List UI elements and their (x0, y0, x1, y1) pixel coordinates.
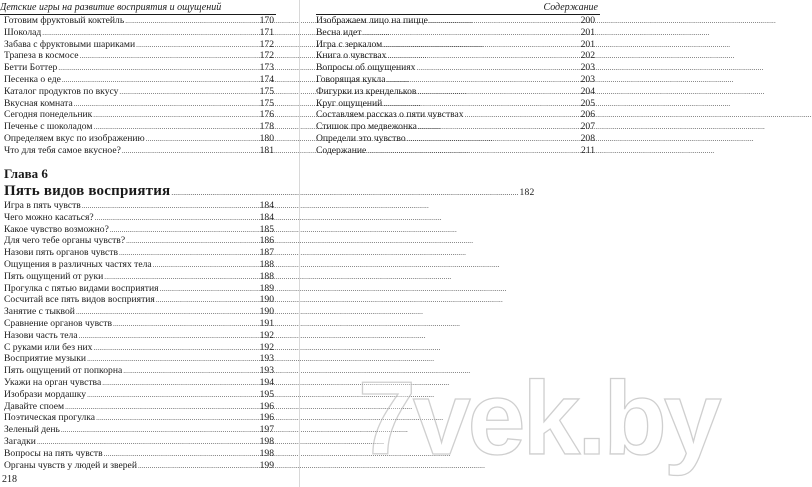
toc-entry[interactable] (316, 121, 595, 133)
toc-entry-page: 174 (259, 73, 274, 85)
dot-leader (102, 378, 258, 390)
running-header-right (316, 1, 600, 15)
toc-entry-title: Содержание (316, 144, 367, 156)
dot-leader (61, 425, 259, 437)
toc-entry[interactable] (4, 271, 274, 283)
toc-entry-page: 195 (259, 388, 274, 400)
dot-leader (153, 260, 259, 272)
toc-entry-title: Изобрази мордашку (4, 388, 87, 400)
running-header-title: Детские игры на развитие восприятия и ощущений (0, 2, 222, 13)
toc-entry-title: Бетти Боттер (4, 62, 58, 74)
dot-leader (362, 28, 579, 40)
toc-entry-page: 184 (259, 200, 274, 211)
toc-entry-page: 208 (580, 132, 595, 144)
toc-entry-title: Укажи на орган чувства (4, 376, 102, 388)
toc-entry-title: Назови пять органов чувств (4, 247, 119, 259)
toc-entry-page: 191 (259, 317, 274, 329)
dot-leader (138, 461, 259, 473)
toc-entry-title: Что для тебя самое вкусное? (4, 144, 121, 156)
toc-entry-title: Забава с фруктовыми шариками (4, 38, 136, 50)
toc-entry-title: Весна идет (316, 26, 362, 38)
dot-leader (367, 146, 580, 158)
dot-leader (93, 343, 258, 355)
toc-entry[interactable] (4, 460, 274, 472)
toc-entry[interactable] (4, 283, 274, 295)
toc-entry[interactable] (4, 424, 274, 436)
dot-leader (74, 99, 259, 111)
toc-entry[interactable] (4, 377, 274, 389)
dot-leader (113, 319, 259, 331)
toc-list-bottom (4, 200, 274, 471)
toc-entry[interactable] (316, 15, 595, 27)
toc-entry[interactable] (4, 98, 274, 110)
toc-entry[interactable] (4, 342, 274, 354)
toc-entry-page: 173 (259, 62, 274, 74)
toc-entry-page: 171 (259, 26, 274, 38)
toc-entry[interactable] (4, 74, 274, 86)
toc-entry-page: 202 (580, 50, 595, 62)
toc-entry-page: 199 (259, 459, 274, 471)
toc-entry[interactable] (4, 365, 274, 377)
toc-entry-page: 190 (259, 306, 274, 318)
toc-entry-title: Для чего тебе органы чувств? (4, 235, 126, 247)
toc-entry-page: 198 (259, 435, 274, 447)
dot-leader (93, 110, 258, 122)
toc-entry[interactable] (4, 389, 274, 401)
dot-leader (429, 16, 580, 28)
dot-leader (122, 146, 259, 158)
toc-entry-title: Прогулка с пятью видами восприятия (4, 282, 159, 294)
dot-leader (80, 51, 259, 63)
toc-entry[interactable] (4, 247, 274, 259)
toc-entry[interactable] (4, 259, 274, 271)
toc-entry-page: 203 (580, 62, 595, 74)
toc-entry-title: Вкусная комната (4, 97, 73, 109)
toc-entry-page: 194 (259, 376, 274, 388)
toc-entry[interactable] (4, 27, 274, 39)
toc-entry-title: Круг ощущений (316, 97, 383, 109)
toc-entry-title: Определяем вкус по изображению (4, 132, 145, 144)
toc-entry[interactable] (316, 74, 595, 86)
dot-leader (123, 366, 258, 378)
toc-entry-page: 203 (580, 73, 595, 85)
toc-entry-page: 184 (259, 211, 274, 223)
dot-leader (416, 63, 579, 75)
toc-entry[interactable] (4, 50, 274, 62)
toc-entry-title: Каталог продуктов по вкусу (4, 85, 119, 97)
toc-entry-title: С руками или без них (4, 341, 93, 353)
toc-entry-title: Стишок про медвежонка (316, 121, 417, 133)
toc-entry-title: Вопросы на пять чувств (4, 447, 103, 459)
toc-entry[interactable] (316, 62, 595, 74)
section-title: Пять видов восприятия (4, 183, 171, 199)
dot-leader (110, 225, 259, 237)
toc-entry-page: 190 (259, 294, 274, 306)
toc-entry[interactable] (316, 145, 595, 157)
toc-entry-page: 170 (259, 15, 274, 26)
toc-entry-title: Печенье с шоколадом (4, 121, 93, 133)
toc-entry-page: 188 (259, 258, 274, 270)
toc-entry-title: Пять ощущений от руки (4, 270, 104, 282)
toc-entry[interactable] (4, 200, 274, 212)
right-page (300, 0, 600, 487)
toc-entry[interactable] (4, 330, 274, 342)
toc-entry-title: Поэтическая прогулка (4, 412, 96, 424)
toc-entry-page: 176 (259, 109, 274, 121)
toc-entry-title: Игра с зеркалом (316, 38, 383, 50)
toc-entry-page: 175 (259, 97, 274, 109)
toc-entry-title: Готовим фруктовый коктейль (4, 15, 125, 26)
dot-leader (387, 51, 579, 63)
toc-entry-page: 175 (259, 85, 274, 97)
toc-entry-title: Сегодня понедельник (4, 109, 93, 121)
page-number: 218 (2, 474, 17, 485)
toc-entry-title: Говорящая кукла (316, 73, 386, 85)
toc-entry-title: Пять ощущений от попкорна (4, 365, 123, 377)
toc-entry-title: Книга о чувствах (316, 50, 387, 62)
toc-entry-page: 211 (580, 144, 595, 156)
toc-entry-title: Трапеза в космосе (4, 50, 79, 62)
toc-entry[interactable] (4, 145, 274, 157)
toc-entry[interactable] (4, 448, 274, 460)
toc-entry-title: Чего можно касаться? (4, 211, 94, 223)
dot-leader (465, 110, 580, 122)
toc-entry[interactable] (4, 235, 274, 247)
chapter-label: Глава 6 (4, 166, 48, 181)
toc-entry-page: 198 (259, 447, 274, 459)
dot-leader (58, 63, 258, 75)
toc-entry-page: 201 (580, 38, 595, 50)
toc-entry-title: Игра в пять чувств (4, 200, 81, 211)
dot-leader (126, 236, 259, 248)
toc-entry[interactable] (316, 39, 595, 51)
toc-entry-page: 204 (580, 85, 595, 97)
toc-entry-title: Занятие с тыквой (4, 306, 75, 318)
toc-entry[interactable] (316, 86, 595, 98)
toc-entry-page: 187 (259, 247, 274, 259)
toc-entry-title: Органы чувств у людей и зверей (4, 459, 137, 471)
dot-leader (156, 295, 259, 307)
dot-leader (407, 134, 580, 146)
toc-entry-page: 193 (259, 365, 274, 377)
toc-entry-title: Давайте споем (4, 400, 65, 412)
toc-entry-page: 180 (259, 132, 274, 144)
toc-entry[interactable] (316, 50, 595, 62)
toc-entry[interactable] (4, 39, 274, 51)
toc-entry-page: 172 (259, 38, 274, 50)
toc-entry[interactable] (316, 133, 595, 145)
dot-leader (95, 213, 259, 225)
toc-entry-title: Песенка о еде (4, 73, 61, 85)
toc-entry-page: 200 (580, 15, 595, 26)
section-page-number: 182 (519, 187, 535, 198)
toc-entry-page: 192 (259, 329, 274, 341)
toc-entry[interactable] (4, 62, 274, 74)
toc-entry[interactable] (4, 306, 274, 318)
dot-leader (146, 134, 259, 146)
toc-entry-title: Определи это чувство (316, 132, 406, 144)
toc-entry[interactable] (4, 412, 274, 424)
toc-entry[interactable] (4, 86, 274, 98)
toc-entry-page: 206 (580, 109, 595, 121)
toc-entry-title: Вопросы об ощущениях (316, 62, 416, 74)
dot-leader (160, 284, 259, 296)
dot-leader (136, 40, 258, 52)
toc-entry-page: 178 (259, 121, 274, 133)
toc-entry-title: Сосчитай все пять видов восприятия (4, 294, 155, 306)
toc-entry-page: 197 (259, 424, 274, 436)
toc-entry-title: Назови часть тела (4, 329, 78, 341)
toc-entry-title: Фигурки из крендельков (316, 85, 417, 97)
toc-entry[interactable] (316, 98, 595, 110)
toc-entry-title: Восприятие музыки (4, 353, 87, 365)
toc-entry[interactable] (4, 224, 274, 236)
toc-entry-page: 196 (259, 412, 274, 424)
watermark-text: 7vek.by (358, 361, 719, 477)
toc-entry[interactable] (4, 133, 274, 145)
toc-entry[interactable] (4, 353, 274, 365)
dot-leader (96, 413, 259, 425)
running-header-title: Содержание (543, 2, 598, 13)
running-header-left (0, 1, 276, 15)
toc-entry-title: Шоколад (4, 26, 42, 38)
toc-list-right (316, 15, 595, 157)
toc-entry-title: Составляем рассказ о пяти чувствах (316, 109, 464, 121)
toc-entry-page: 188 (259, 270, 274, 282)
toc-entry-title: Зеленый день (4, 424, 60, 436)
dot-leader (383, 40, 579, 52)
toc-entry-title: Ощущения в различных частях тела (4, 258, 152, 270)
dot-leader (82, 201, 259, 213)
toc-entry-page: 207 (580, 121, 595, 133)
toc-entry-title: Какое чувство возможно? (4, 223, 109, 235)
toc-entry-page: 205 (580, 97, 595, 109)
toc-entry-page: 181 (259, 144, 274, 156)
toc-entry[interactable] (4, 15, 274, 27)
toc-entry[interactable] (4, 318, 274, 330)
toc-entry[interactable] (4, 436, 274, 448)
toc-entry-page: 172 (259, 50, 274, 62)
toc-entry-page: 185 (259, 223, 274, 235)
dot-leader (417, 87, 579, 99)
dot-leader (119, 87, 258, 99)
toc-entry-page: 192 (259, 341, 274, 353)
toc-entry[interactable] (316, 27, 595, 39)
toc-entry[interactable] (4, 294, 274, 306)
dot-leader (125, 16, 258, 28)
toc-entry-title: Загадки (4, 435, 36, 447)
dot-leader (79, 331, 259, 343)
toc-entry-page: 189 (259, 282, 274, 294)
dot-leader (418, 122, 580, 134)
toc-entry-page: 193 (259, 353, 274, 365)
toc-entry[interactable] (4, 212, 274, 224)
toc-entry[interactable] (316, 109, 595, 121)
toc-entry[interactable] (4, 401, 274, 413)
toc-entry[interactable] (4, 109, 274, 121)
toc-entry-page: 196 (259, 400, 274, 412)
toc-entry-page: 201 (580, 26, 595, 38)
toc-entry-page: 186 (259, 235, 274, 247)
toc-entry-title: Сравнение органов чувств (4, 317, 113, 329)
toc-entry-title: Изображаем лицо на пицце (316, 15, 428, 26)
dot-leader (87, 390, 259, 402)
toc-list-top (4, 15, 274, 157)
toc-entry[interactable] (4, 121, 274, 133)
